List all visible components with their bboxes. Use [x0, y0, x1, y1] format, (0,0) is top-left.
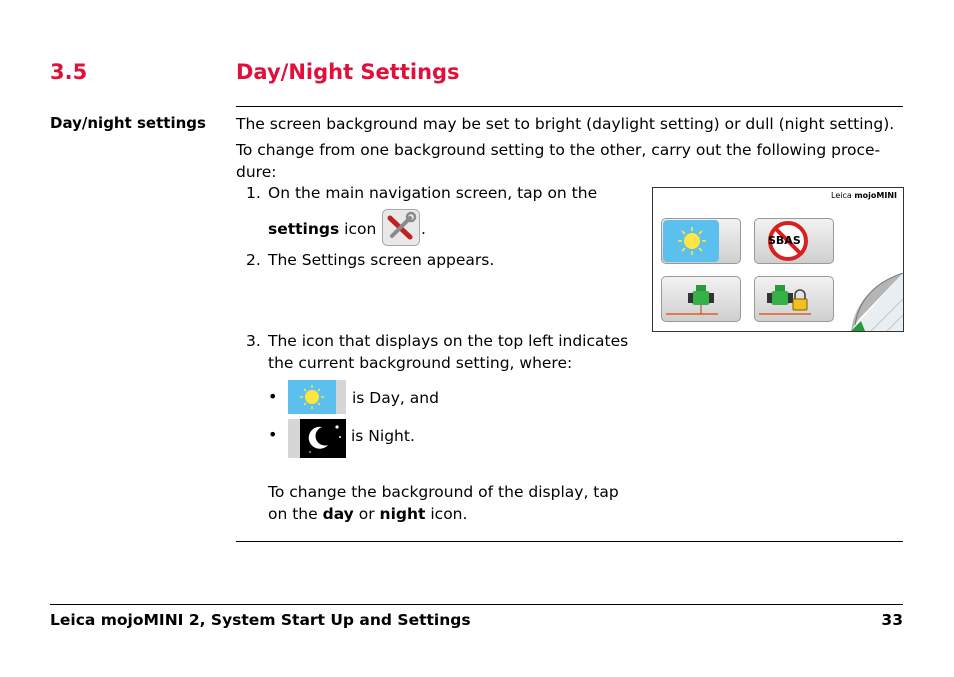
- step-1-line2: [268, 218, 376, 240]
- settings-screen-image: [652, 187, 904, 332]
- night-word: night: [379, 505, 426, 523]
- tractor-lock-tile: [754, 276, 834, 322]
- side-label: Day/night settings: [50, 114, 206, 132]
- top-divider: [236, 106, 903, 107]
- step-3-number: 3.: [246, 332, 261, 350]
- footer-divider: [50, 604, 903, 605]
- closing-line1: To change the background of the display, tap: [268, 483, 619, 501]
- closing-line2: on the day or night icon.: [268, 505, 468, 523]
- step-3-line2: the current background setting, where:: [268, 354, 573, 372]
- bullet-day-text: is Day, and: [352, 389, 439, 407]
- intro-paragraph-2-line2: dure:: [236, 163, 277, 181]
- step-1-number: 1.: [246, 184, 261, 202]
- bullet-night-text: is Night.: [351, 427, 415, 445]
- sun-icon: [288, 380, 346, 414]
- day-tile: [661, 218, 741, 264]
- sbas-label: SBAS: [768, 234, 801, 247]
- footer-title: Leica mojoMINI 2, System Start Up and Settings: [50, 611, 471, 629]
- settings-tools-icon: [382, 209, 420, 246]
- tractor-tile: [661, 276, 741, 322]
- brand-label: Leica mojoMINI: [831, 191, 897, 200]
- step-3-line1: The icon that displays on the top left indicates: [268, 332, 629, 350]
- section-title: Day/Night Settings: [236, 60, 460, 84]
- step-2-text: The Settings screen appears.: [268, 251, 495, 269]
- page-number: 33: [881, 611, 903, 629]
- step-2-number: 2.: [246, 251, 261, 269]
- bottom-divider: [236, 541, 903, 542]
- intro-paragraph-1: The screen background may be set to bright (daylight setting) or dull (night setting).: [236, 115, 895, 133]
- bullet-mark: •: [268, 387, 278, 406]
- intro-paragraph-2-line1: To change from one background setting to the other, carry out the following proce-: [236, 141, 881, 159]
- step-1-text: On the main navigation screen, tap on the: [268, 184, 598, 202]
- bullet-mark: •: [268, 425, 278, 444]
- section-number: 3.5: [50, 60, 88, 84]
- moon-icon: [288, 419, 346, 458]
- step-1-end: .: [421, 220, 426, 238]
- day-word: day: [322, 505, 354, 523]
- icon-word: icon: [344, 220, 377, 238]
- sbas-tile: [754, 218, 834, 264]
- settings-word: settings: [268, 220, 340, 238]
- page-curl-icon: [851, 273, 903, 331]
